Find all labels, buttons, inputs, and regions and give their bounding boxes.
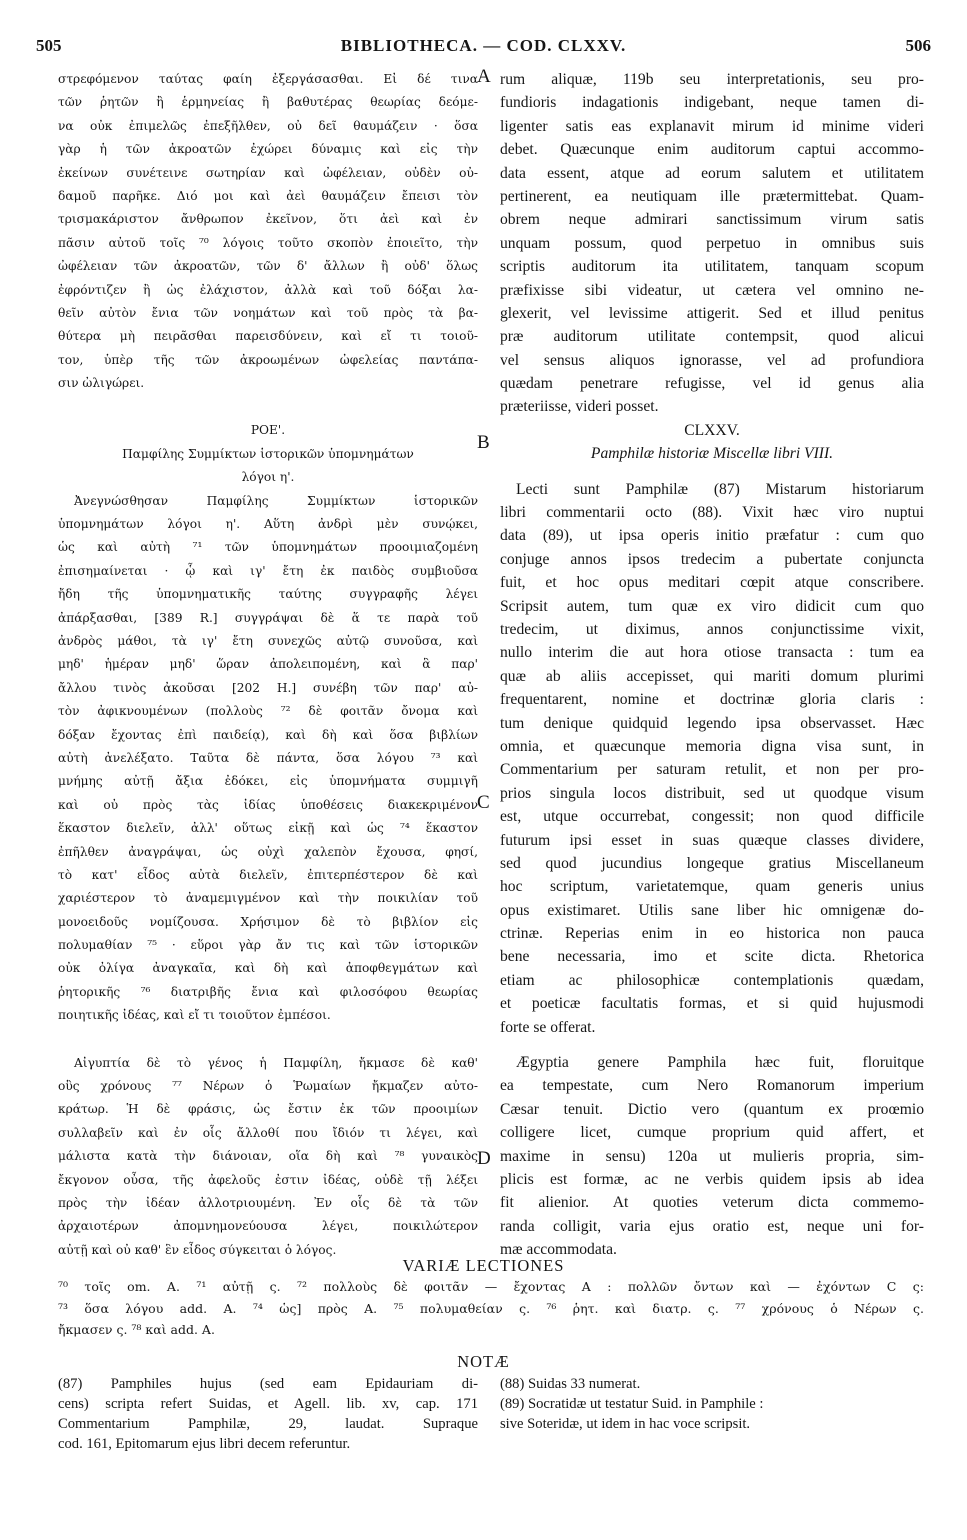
text-line: Ægyptia genere Pamphila hæc fuit, floruitque: [516, 1054, 924, 1072]
text-line: conjuge annos ipsos tredecim a pubertate conjuncta: [500, 550, 924, 568]
latin-paragraph-2: [500, 478, 924, 1039]
text-line: tum denique quidquid legendo ipsa observasset. Hæc: [500, 714, 924, 732]
text-line: Lecti sunt Pamphilæ (87) Mistarum historiarum: [516, 480, 924, 498]
margin-letter-b: B: [477, 432, 490, 453]
text-line: καὶ οὐ πρὸς τὰς ἰδίας ὑποθέσεις διακεκριμένον: [58, 797, 478, 812]
text-line: ὡς καὶ αὐτὴ ⁷¹ τῶν ὑπομνημάτων προοιμιαζομένη: [58, 540, 478, 555]
text-line: præ auditorum utilitate contempsit, quod alicui: [500, 328, 924, 346]
latin-paragraph-3: [500, 1051, 924, 1262]
text-line: maxime in sensu) 120a ut mulieris propria, sim-: [500, 1147, 924, 1165]
text-line: τῶν ῥητῶν ἢ ἑρμηνείας ἢ βαθυτέρας θεωρίας δεόμε-: [58, 95, 478, 110]
greek-paragraph-1: [58, 68, 478, 395]
text-line: μάλιστα κατὰ τὴν διάνοιαν, οἵα δὴ καὶ ⁷⁸ γυναικὸς: [58, 1149, 478, 1164]
text-line: γὰρ ἡ τῶν ἀκροατῶν ἐχώρει δύναμις καὶ εἰς τὴν: [58, 142, 478, 157]
note-line: cod. 161, Epitomarum ejus libri decem referuntur.: [58, 1436, 351, 1452]
text-line: ὑπομνημάτων λόγοι η'. Αὕτη ἀνδρὶ μὲν συνῴκει,: [58, 517, 478, 532]
text-line: ctrinæ. Reperias enim in eo historica non pauca: [500, 925, 924, 943]
text-line: hoc scriptum, varietatemque, quam generis unius: [500, 878, 924, 896]
note-line: Commentarium Pamphilæ, 29, laudat. Supraque: [58, 1416, 478, 1432]
text-line: forte se offerat.: [500, 1018, 596, 1036]
variant-line: ἤκμασεν ς. ⁷⁸ καὶ add. A.: [58, 1322, 215, 1337]
text-line: opus existimaret. Utilis sane liber hic omnigenæ do-: [500, 901, 924, 919]
text-line: ἤδη τῆς ὑπομνηματικῆς ταύτης συγγραφῆς λέγει: [58, 587, 478, 602]
text-line: αὐτὴ ἀνελέξατο. Ταῦτα δὲ πάντα, ὅσα λόγου ⁷³ καὶ: [58, 750, 478, 765]
text-line: fundioris indagationis indigebant, neque tamen di-: [500, 94, 924, 112]
text-line: σιν ὠλιγώρει.: [58, 376, 145, 391]
text-line: etiam ac philosophicæ contemplationis quædam,: [500, 971, 924, 989]
text-line: δόξαν ἔχοντας ἐπὶ παιδείᾳ), καὶ δὴ καὶ ὅσα βιβλίων: [58, 727, 478, 742]
text-line: ἐπῆλθεν ἀναγράψαι, ὡς οὐχὶ χαλεπὸν ἔχουσα, φησί,: [58, 844, 478, 859]
text-line: mæ accommodata.: [500, 1241, 617, 1259]
text-line: μνήμης αὐτῇ ἄξια ἐδόκει, εἰς ὑπομνήματα συμμιγῆ: [58, 774, 478, 789]
greek-column: [58, 68, 478, 1262]
text-line: τρισμακάριστον ἄνθρωπον ἐκεῖνον, ὅτι ἀεὶ καὶ ἐν: [58, 212, 478, 227]
notae-heading: NOTÆ: [457, 1352, 510, 1371]
text-line: ῥητορικῆς ⁷⁶ διατριβῆς ἔνια καὶ φιλοσόφου θεωρίας: [58, 984, 478, 999]
text-line: πᾶσιν αὐτοῦ τοῖς ⁷⁰ λόγοις τοῦτο σκοπὸν ἐποιεῖτο, τὴν: [58, 235, 478, 250]
text-line: glexerit, vel levissime attigerit. Sed et illud penitus: [500, 304, 924, 322]
text-line: plicis est formæ, ac ne verbis quidem ipsis ab idea: [500, 1170, 924, 1188]
text-line: οὓς χρόνους ⁷⁷ Νέρων ὁ Ῥωμαίων ἤκμαζεν αὐτο-: [58, 1079, 478, 1094]
running-header: [36, 36, 931, 62]
text-line: ἀνδρὸς μάθοι, τὰ ιγ' ἔτη συνεχῶς αὐτῷ συνοῦσα, καὶ: [58, 633, 478, 648]
text-line: να οὐκ ἐπιμελῶς ἐπεξῆλθεν, οὐ δεῖ θαυμάζειν · ὅσα: [58, 118, 478, 133]
text-line: data (89), ut ipsa operis initio præfatur : cum quo: [500, 527, 924, 545]
text-line: randa colligit, varia ejus oratio est, neque uni for-: [500, 1217, 924, 1235]
text-line: οὐκ ὀλίγα ἀναγκαῖα, καὶ δὴ καὶ ἀποφθεγμάτων καὶ: [58, 961, 478, 976]
text-line: ea tempestate, cum Nero Romanorum imperium: [500, 1077, 924, 1095]
text-line: data essent, atque ad eorum salutem et utilitatem: [500, 164, 924, 182]
text-line: frequentarent, nomine et doctrinæ gloria claris :: [500, 691, 924, 709]
note-line: sive Soteridæ, ut idem in hac voce scripsit.: [500, 1416, 751, 1432]
text-line: unquam possum, quod perpetuo in omnibus suis: [500, 234, 924, 252]
latin-column: [500, 68, 924, 1262]
text-line: nullo interim die aut hora otiose transacta : tum ea: [500, 644, 924, 662]
note-line: (88) Suidas 33 numerat.: [500, 1376, 641, 1392]
greek-codex-title: Παμφίλης Συμμίκτων ἱστορικῶν ὑπομνημάτων: [122, 446, 414, 461]
text-line: θεῖν αὐτὸν ἔνια τῶν νοημάτων καὶ τοῦ πρὸς τὰ βα-: [58, 305, 478, 320]
text-line: ἀπάρξασθαι, [389 R.] συγγράψαι δὲ ἅ τε παρὰ τοῦ: [58, 610, 478, 625]
text-line: δαμοῦ παρῆκε. Διό μοι καὶ ἀεὶ θαυμάζειν ἔπεισι τὸν: [58, 188, 478, 203]
text-line: est, utque occurrebat, congessit; non quod difficile: [500, 808, 924, 826]
text-line: ποιητικῆς ἰδέας, καὶ εἴ τι τοιοῦτον ἐμπέσοι.: [58, 1008, 331, 1023]
text-line: τὸ κατ' εἶδος αὐτὰ διελεῖν, ἐπιτερπέστερον δὲ καὶ: [58, 867, 478, 882]
text-line: κράτωρ. Ἡ δὲ φράσις, ὡς ἔστιν ἐκ τῶν προοιμίων: [58, 1102, 478, 1117]
text-line: quædam penetrare refugisse, vel id genus alia: [500, 375, 924, 393]
text-line: scriptis auditorum ita utilitatem, tanquam scopum: [500, 258, 924, 276]
greek-paragraph-3: [58, 1052, 478, 1263]
text-line: Ἀνεγνώσθησαν Παμφίλης Συμμίκτων ἱστορικῶν: [74, 493, 478, 508]
latin-paragraph-1: [500, 68, 924, 419]
greek-codex-title-2: λόγοι η'.: [241, 470, 295, 485]
text-line: futurum ipsi esset in suas quæque classes dividere,: [500, 831, 924, 849]
text-line: συλλαβεῖν καὶ ἐν οἷς ἄλλοθί που ἴδιόν τι λέγει, καὶ: [58, 1125, 478, 1140]
text-line: τὸν ἀφικνουμένων (πολλοὺς ⁷² δὲ φοιτᾶν ὄνομα καὶ: [58, 704, 478, 719]
note-line: cens) scripta refert Suidas, et Agell. lib. xv, cap. 171: [58, 1396, 478, 1412]
variant-line: ⁷⁰ τοῖς om. A. ⁷¹ αὐτῇ ς. ⁷² πολλοὺς δὲ φοιτᾶν — ἔχοντας A : πολλῶν ὄντων καὶ — ἐχόντων C ς:: [58, 1279, 924, 1294]
note-line: (87) Pamphiles hujus (sed eam Epidauriam di-: [58, 1376, 478, 1392]
text-line: debet. Quæcunque enim auditorum captui accommo-: [500, 141, 924, 159]
text-line: ἐκείνων συνέτεινε σωτηρίαν καὶ ὠφέλειαν, οὐδὲν οὐ-: [58, 165, 478, 180]
text-line: πολυμαθίαν ⁷⁵ · εὕροι γὰρ ἄν τις καὶ τῶν ἱστορικῶν: [58, 938, 478, 953]
text-line: Commentarium per saturam retulit, et non per pro-: [500, 761, 924, 779]
latin-codex-number: CLXXV.: [684, 421, 740, 439]
notes-left: [58, 1374, 478, 1454]
text-line: Αἰγυπτία δὲ τὸ γένος ἡ Παμφίλη, ἤκμασε δὲ καθ': [74, 1055, 478, 1070]
text-line: pertinerent, ea neutiquam ille prætermittebat. Quam-: [500, 187, 924, 205]
text-line: θύτερα μὴ πειρᾶσθαι παρεισδύνειν, καὶ εἴ τι τοιοῦ-: [58, 329, 478, 344]
margin-letter-a: A: [477, 66, 491, 87]
text-line: bene necessaria, imo et scite dicta. Rhetorica: [500, 948, 924, 966]
text-line: fuit, et hoc opus meditari cœpit atque conscribere.: [500, 574, 924, 592]
note-line: (89) Socratidæ ut testatur Suid. in Pamphile :: [500, 1396, 764, 1412]
text-line: αὐτῇ καὶ οὐ καθ' ἓν εἶδος σύγκειται ὁ λόγος.: [58, 1242, 337, 1257]
text-line: colligere licet, cumque proprium quid affert, et: [500, 1124, 924, 1142]
page-number-right: 506: [905, 36, 931, 55]
text-line: Scripsit autem, tum quæ ex viro didicit cum quo: [500, 597, 924, 615]
text-line: ἐφρόντιζεν ἢ ὡς ἐλάχιστον, ἀλλὰ καὶ τοῦ δόξαι λα-: [58, 282, 478, 297]
text-line: τον, ὑπὲρ τῆς τῶν ἀκροωμένων ὠφελείας παντάπα-: [58, 352, 478, 367]
notes-right: [500, 1374, 924, 1434]
text-line: χαριέστερον τὸ ἀναμεμιγμένον καὶ τὴν ποικιλίαν τοῦ: [58, 891, 478, 906]
text-line: libri commentarii octo (88). Vixit hæc viro nuptui: [500, 504, 924, 522]
text-line: μονοειδοῦς νομίζουσα. Χρήσιμον δὲ τὸ βιβλίον εἰς: [58, 914, 478, 929]
text-line: præteriisse, videri posset.: [500, 398, 659, 416]
margin-letter-c: C: [477, 792, 490, 813]
margin-letter-d: D: [477, 1148, 491, 1169]
text-line: quæ ab aliis accepisset, qui mariti domum plurimi: [500, 667, 924, 685]
text-line: tredecim, ut diximus, annos conjunctissime vixit,: [500, 620, 924, 638]
text-line: ἄλλου τινὸς ἀκοῦσαι [202 H.] συνέβη τῶν παρ' αὐ-: [58, 680, 478, 695]
variae-lectiones: [58, 1276, 924, 1341]
text-line: præfixisse sibi videatur, ut cætera vel omnino ne-: [500, 281, 924, 299]
variae-lectiones-heading: VARIÆ LECTIONES: [402, 1256, 565, 1275]
variant-line: ⁷³ ὅσα λόγου add. A. ⁷⁴ ὡς] πρὸς A. ⁷⁵ πολυμαθείαν ς. ⁷⁶ ῥητ. καὶ διατρ. ς. ⁷⁷ χρόνους ὁ Νέρων ς.: [58, 1300, 924, 1316]
text-line: ἀρχαιοτέρων ἀπομνημονεύουσα λέγει, ποικιλώτερον: [58, 1219, 478, 1234]
greek-paragraph-2: [58, 490, 478, 1028]
text-line: ligenter satis eas explanavit mirum id minime videri: [500, 117, 924, 135]
text-line: Cæsar tenuit. Dictio vero (quantum ex proœmio: [500, 1100, 924, 1118]
text-line: rum aliquæ, 119b seu interpretationis, seu pro-: [500, 71, 924, 88]
text-line: vel sensus aliquos ignorasse, vel ad profundiora: [500, 351, 924, 369]
text-line: sed quod jucundius longeque gratius Miscellaneum: [500, 854, 924, 872]
text-line: ὠφέλειαν τῶν ἀκροατῶν, τῶν δ' ἄλλων ἢ οὐδ' ὅλως: [58, 259, 478, 274]
text-line: prios singula locos distribuit, sed ut quodque visum: [500, 784, 924, 802]
text-line: ἔκγονον οὖσα, τῆς ἀφελοῦς ἐστιν ἰδέας, οὐδὲ τῇ λέξει: [58, 1172, 478, 1187]
text-line: μηδ' ἡμέραν μηδ' ὥραν ἀπολειπομένη, καὶ ἃ παρ': [58, 657, 478, 672]
text-line: στρεφόμενον ταύτας φαίη ἐξεργάσασθαι. Εἰ δέ τινα: [58, 72, 478, 86]
latin-codex-title: Pamphilæ historiæ Miscellæ libri VIII.: [590, 445, 834, 463]
page-number-left: 505: [36, 36, 62, 55]
text-line: ἕκαστον διελεῖν, ἀλλ' οὕτως εἰκῇ καὶ ὡς ⁷⁴ ἕκαστον: [58, 821, 478, 836]
text-line: et poeticæ facultatis formas, et si quid hujusmodi: [500, 995, 924, 1013]
text-line: omnia, et quæcunque memoria digna visa sunt, in: [500, 737, 924, 755]
text-line: πρὸς τὴν ἰδέαν ἀλλοτριουμένη. Ἐν οἷς δὲ τὰ τῶν: [58, 1195, 478, 1210]
greek-codex-number: ΡΟΕ'.: [250, 423, 286, 438]
text-line: ἐπισημαίνεται · ᾧ καὶ ιγ' ἔτη ἐκ παιδὸς συμβιοῦσα: [58, 563, 478, 578]
text-line: obrem neque admirari sanctissimum virum satis: [500, 211, 924, 229]
running-title: BIBLIOTHECA. — COD. CLXXV.: [340, 36, 627, 55]
text-line: fit alienior. At quoties veterum dicta commemo-: [500, 1194, 924, 1212]
